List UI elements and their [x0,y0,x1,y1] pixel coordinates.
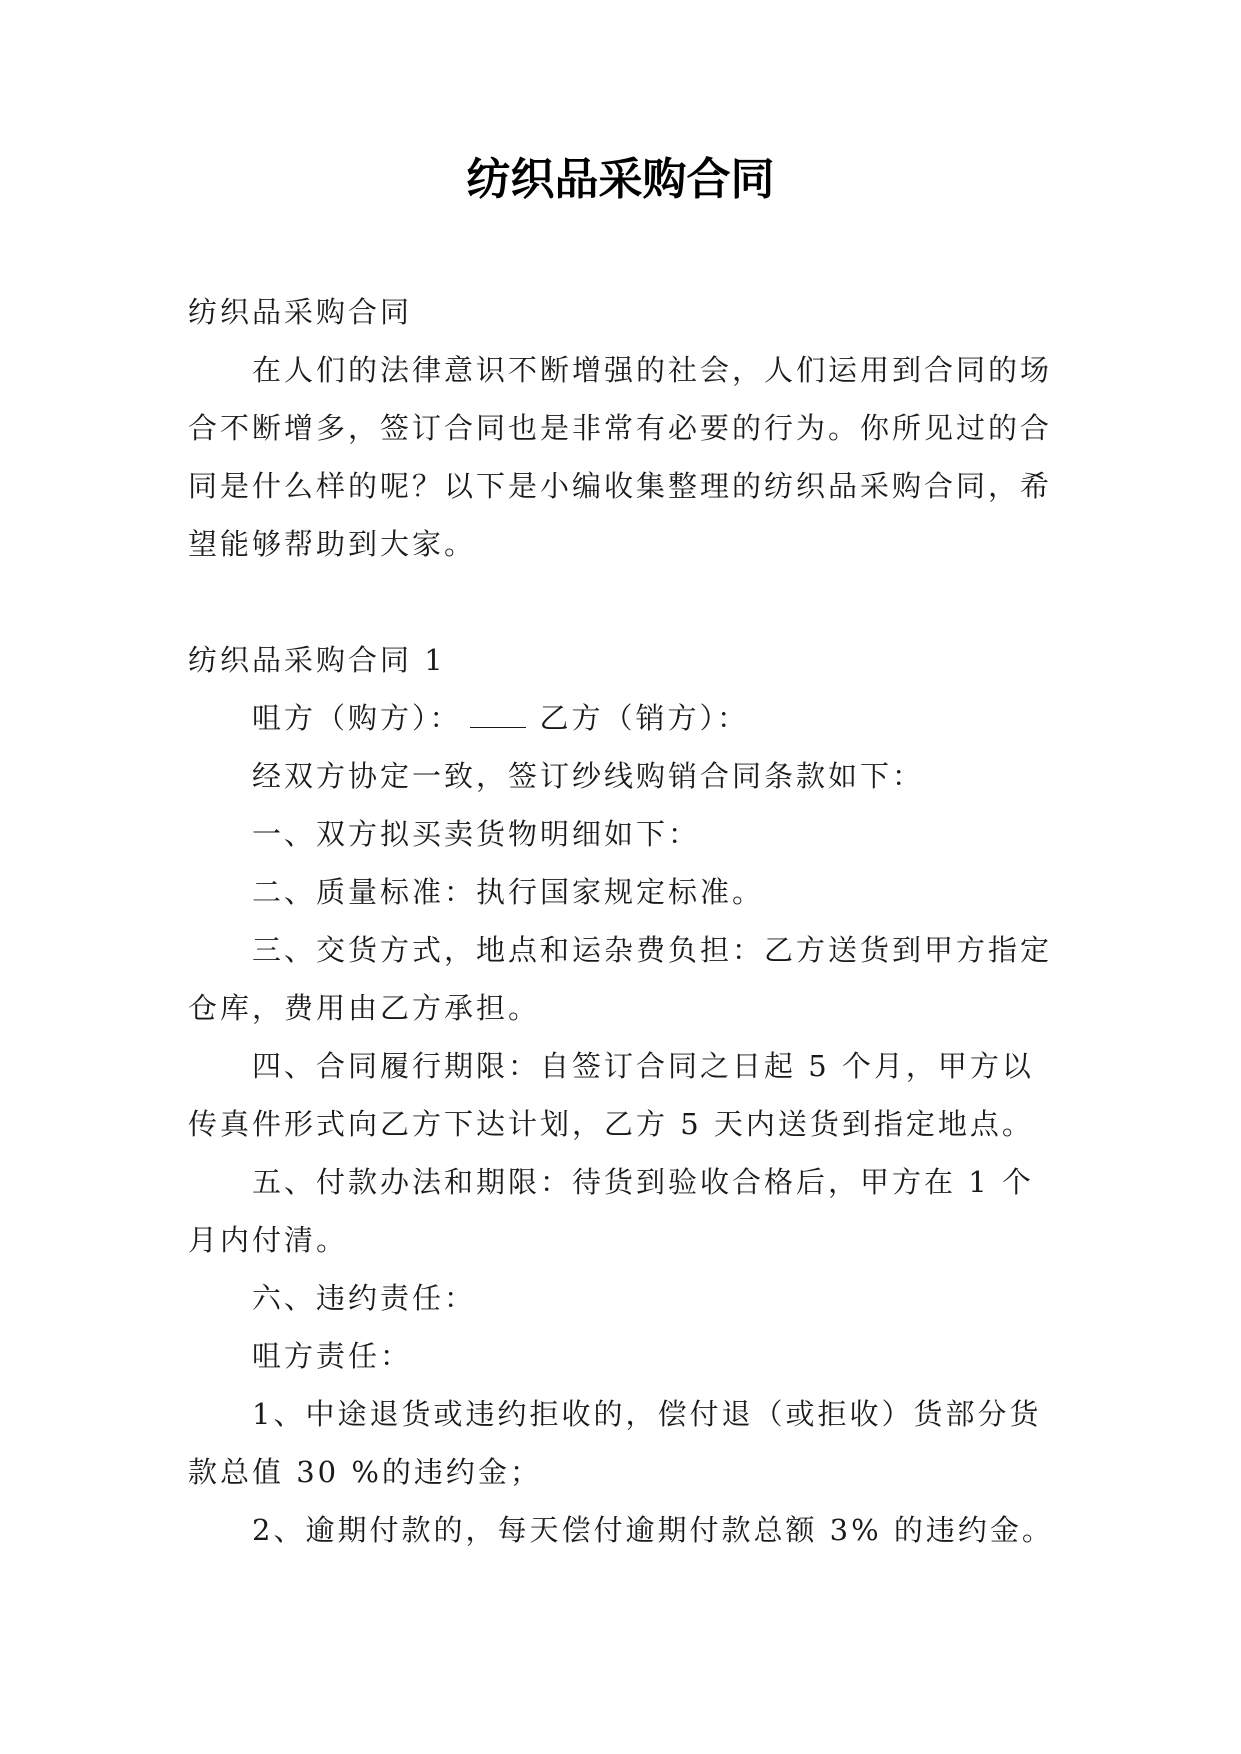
clause-paragraph: 经双方协定一致，签订纱线购销合同条款如下： [252,759,925,793]
clause-paragraph: 2、逾期付款的，每天偿付逾期付款总额 3% 的违约金。 [252,1513,1054,1547]
seller-label: 乙方（销方）： [539,701,750,735]
document-subtitle: 纺织品采购合同 [188,295,413,329]
clause-paragraph: 六、违约责任： [252,1281,477,1315]
buyer-blank-field [470,705,526,728]
clause-paragraph: 一、双方拟买卖货物明细如下： [252,817,701,851]
clause-paragraph: 四、合同履行期限：自签订合同之日起 5 个月，甲方以传真件形式向乙方下达计划，乙方 5 天内送货到指定地点。 [188,1049,1034,1141]
paragraph-gap [188,573,1058,631]
clause-paragraph: 二、质量标准：执行国家规定标准。 [252,875,765,909]
parties-line [188,689,1058,747]
document-title: 纺织品采购合同 [466,154,775,205]
intro-paragraph: 在人们的法律意识不断增强的社会，人们运用到合同的场合不断增多，签订合同也是非常有必要的行为。你所见过的合同是什么样的呢？以下是小编收集整理的纺织品采购合同，希望能够帮助到大家。 [188,353,1053,561]
clause-paragraph: 三、交货方式，地点和运杂费负担：乙方送货到甲方指定仓库，费用由乙方承担。 [188,933,1053,1025]
clause-paragraph: 1、中途退货或违约拒收的，偿付退（或拒收）货部分货款总值 30 %的违约金； [188,1397,1042,1489]
section-title: 纺织品采购合同 1 [188,643,446,677]
clause-paragraph: 咀方责任： [252,1339,413,1373]
document-body [188,283,1058,1559]
buyer-label: 咀方（购方）： [252,701,462,735]
clause-paragraph: 五、付款办法和期限：待货到验收合格后，甲方在 1 个月内付清。 [188,1165,1034,1257]
